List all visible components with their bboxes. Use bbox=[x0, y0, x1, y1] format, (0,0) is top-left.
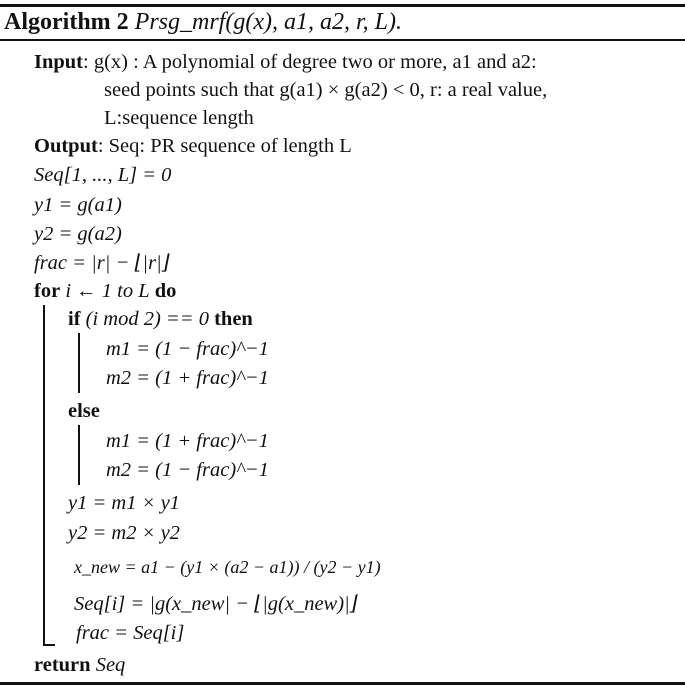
input-line-2: seed points such that g(a1) × g(a2) < 0, r: a real value, bbox=[104, 79, 548, 101]
else-body-bracket bbox=[78, 425, 80, 485]
seq-assignment: Seq[i] = |g(x_new| − ⌊|g(x_new)|⌋ bbox=[74, 593, 358, 615]
output-text: : Seq: PR sequence of length L bbox=[97, 135, 352, 157]
else-keyword: else bbox=[68, 400, 100, 422]
for-keyword: for bbox=[34, 280, 61, 302]
for-variable: i ← 1 bbox=[65, 280, 113, 302]
input-keyword: Input bbox=[34, 51, 84, 73]
for-range: to L bbox=[117, 280, 150, 302]
for-body-bracket-end bbox=[43, 644, 55, 646]
input-line-1 bbox=[34, 50, 537, 74]
return-value: Seq bbox=[95, 654, 126, 676]
algorithm-header bbox=[4, 6, 402, 38]
else-m2: m2 = (1 − frac)^−1 bbox=[106, 459, 269, 481]
frac-update: frac = Seq[i] bbox=[76, 622, 185, 644]
return-keyword: return bbox=[34, 654, 91, 676]
algorithm-label: Algorithm 2 bbox=[4, 9, 129, 35]
init-y1: y1 = g(a1) bbox=[34, 194, 122, 216]
init-y2: y2 = g(a2) bbox=[34, 223, 122, 245]
init-frac: frac = |r| − ⌊|r|⌋ bbox=[34, 252, 170, 274]
output-keyword: Output bbox=[34, 135, 98, 157]
if-line bbox=[68, 307, 253, 331]
if-condition: (i mod 2) == 0 bbox=[85, 308, 209, 330]
then-m1: m1 = (1 − frac)^−1 bbox=[106, 338, 269, 360]
then-body-bracket bbox=[78, 333, 80, 393]
else-m1: m1 = (1 + frac)^−1 bbox=[106, 430, 269, 452]
bottom-rule bbox=[0, 682, 685, 685]
init-seq: Seq[1, ..., L] = 0 bbox=[34, 164, 172, 186]
then-keyword: then bbox=[214, 308, 253, 330]
return-line bbox=[34, 653, 125, 677]
update-y1: y1 = m1 × y1 bbox=[68, 492, 180, 514]
input-text-1: : g(x) : A polynomial of degree two or more, a1 and a2: bbox=[83, 51, 537, 73]
for-line bbox=[34, 279, 176, 303]
do-keyword: do bbox=[154, 280, 177, 302]
output-line bbox=[34, 134, 352, 158]
then-m2: m2 = (1 + frac)^−1 bbox=[106, 367, 269, 389]
x-new-formula: x_new = a1 − (y1 × (a2 − a1)) / (y2 − y1) bbox=[74, 557, 381, 577]
input-line-3: L:sequence length bbox=[104, 107, 254, 129]
for-body-bracket bbox=[43, 305, 45, 645]
if-keyword: if bbox=[68, 308, 81, 330]
update-y2: y2 = m2 × y2 bbox=[68, 522, 180, 544]
algorithm-signature: Prsg_mrf(g(x), a1, a2, r, L). bbox=[134, 9, 402, 35]
header-rule bbox=[0, 39, 685, 41]
